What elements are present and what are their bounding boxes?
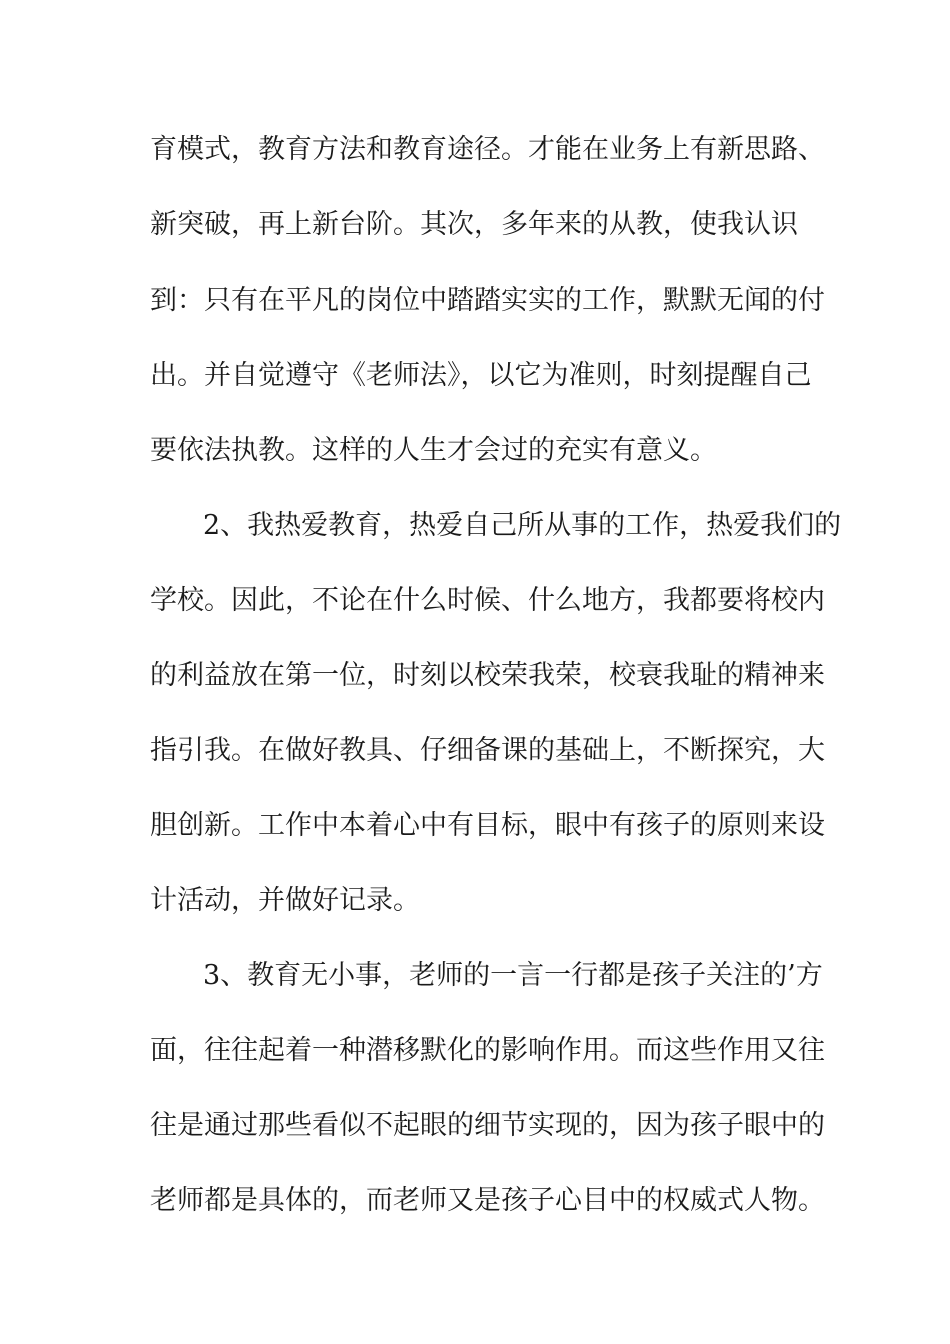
text-line: 面，往往起着一种潜移默化的影响作用。而这些作用又往	[150, 1035, 825, 1066]
text-line: 出。并自觉遵守《老师法》，以它为准则，时刻提醒自己	[150, 360, 812, 391]
text-line: 到：只有在平凡的岗位中踏踏实实的工作，默默无闻的付	[150, 285, 825, 316]
text-line: 新突破，再上新台阶。其次，多年来的从教，使我认识	[150, 209, 798, 240]
text-line: 往是通过那些看似不起眼的细节实现的，因为孩子眼中的	[150, 1110, 825, 1141]
text-line: 胆创新。工作中本着心中有目标，眼中有孩子的原则来设	[150, 810, 825, 841]
paragraph-start-line: 2、我热爱教育，热爱自己所从事的工作，热爱我们的	[203, 510, 842, 541]
text-line: 指引我。在做好教具、仔细备课的基础上，不断探究，大	[150, 735, 825, 766]
text-line: 学校。因此，不论在什么时候、什么地方，我都要将校内	[150, 585, 825, 616]
paragraph-start-line: 3、教育无小事，老师的一言一行都是孩子关注的’方	[203, 960, 823, 991]
text-line: 计活动，并做好记录。	[150, 885, 420, 916]
text-line: 的利益放在第一位，时刻以校荣我荣，校衰我耻的精神来	[150, 660, 825, 691]
text-line: 要依法执教。这样的人生才会过的充实有意义。	[150, 435, 717, 466]
text-line: 育模式，教育方法和教育途径。才能在业务上有新思路、	[150, 134, 825, 165]
text-line: 老师都是具体的，而老师又是孩子心目中的权威式人物。	[150, 1185, 825, 1216]
